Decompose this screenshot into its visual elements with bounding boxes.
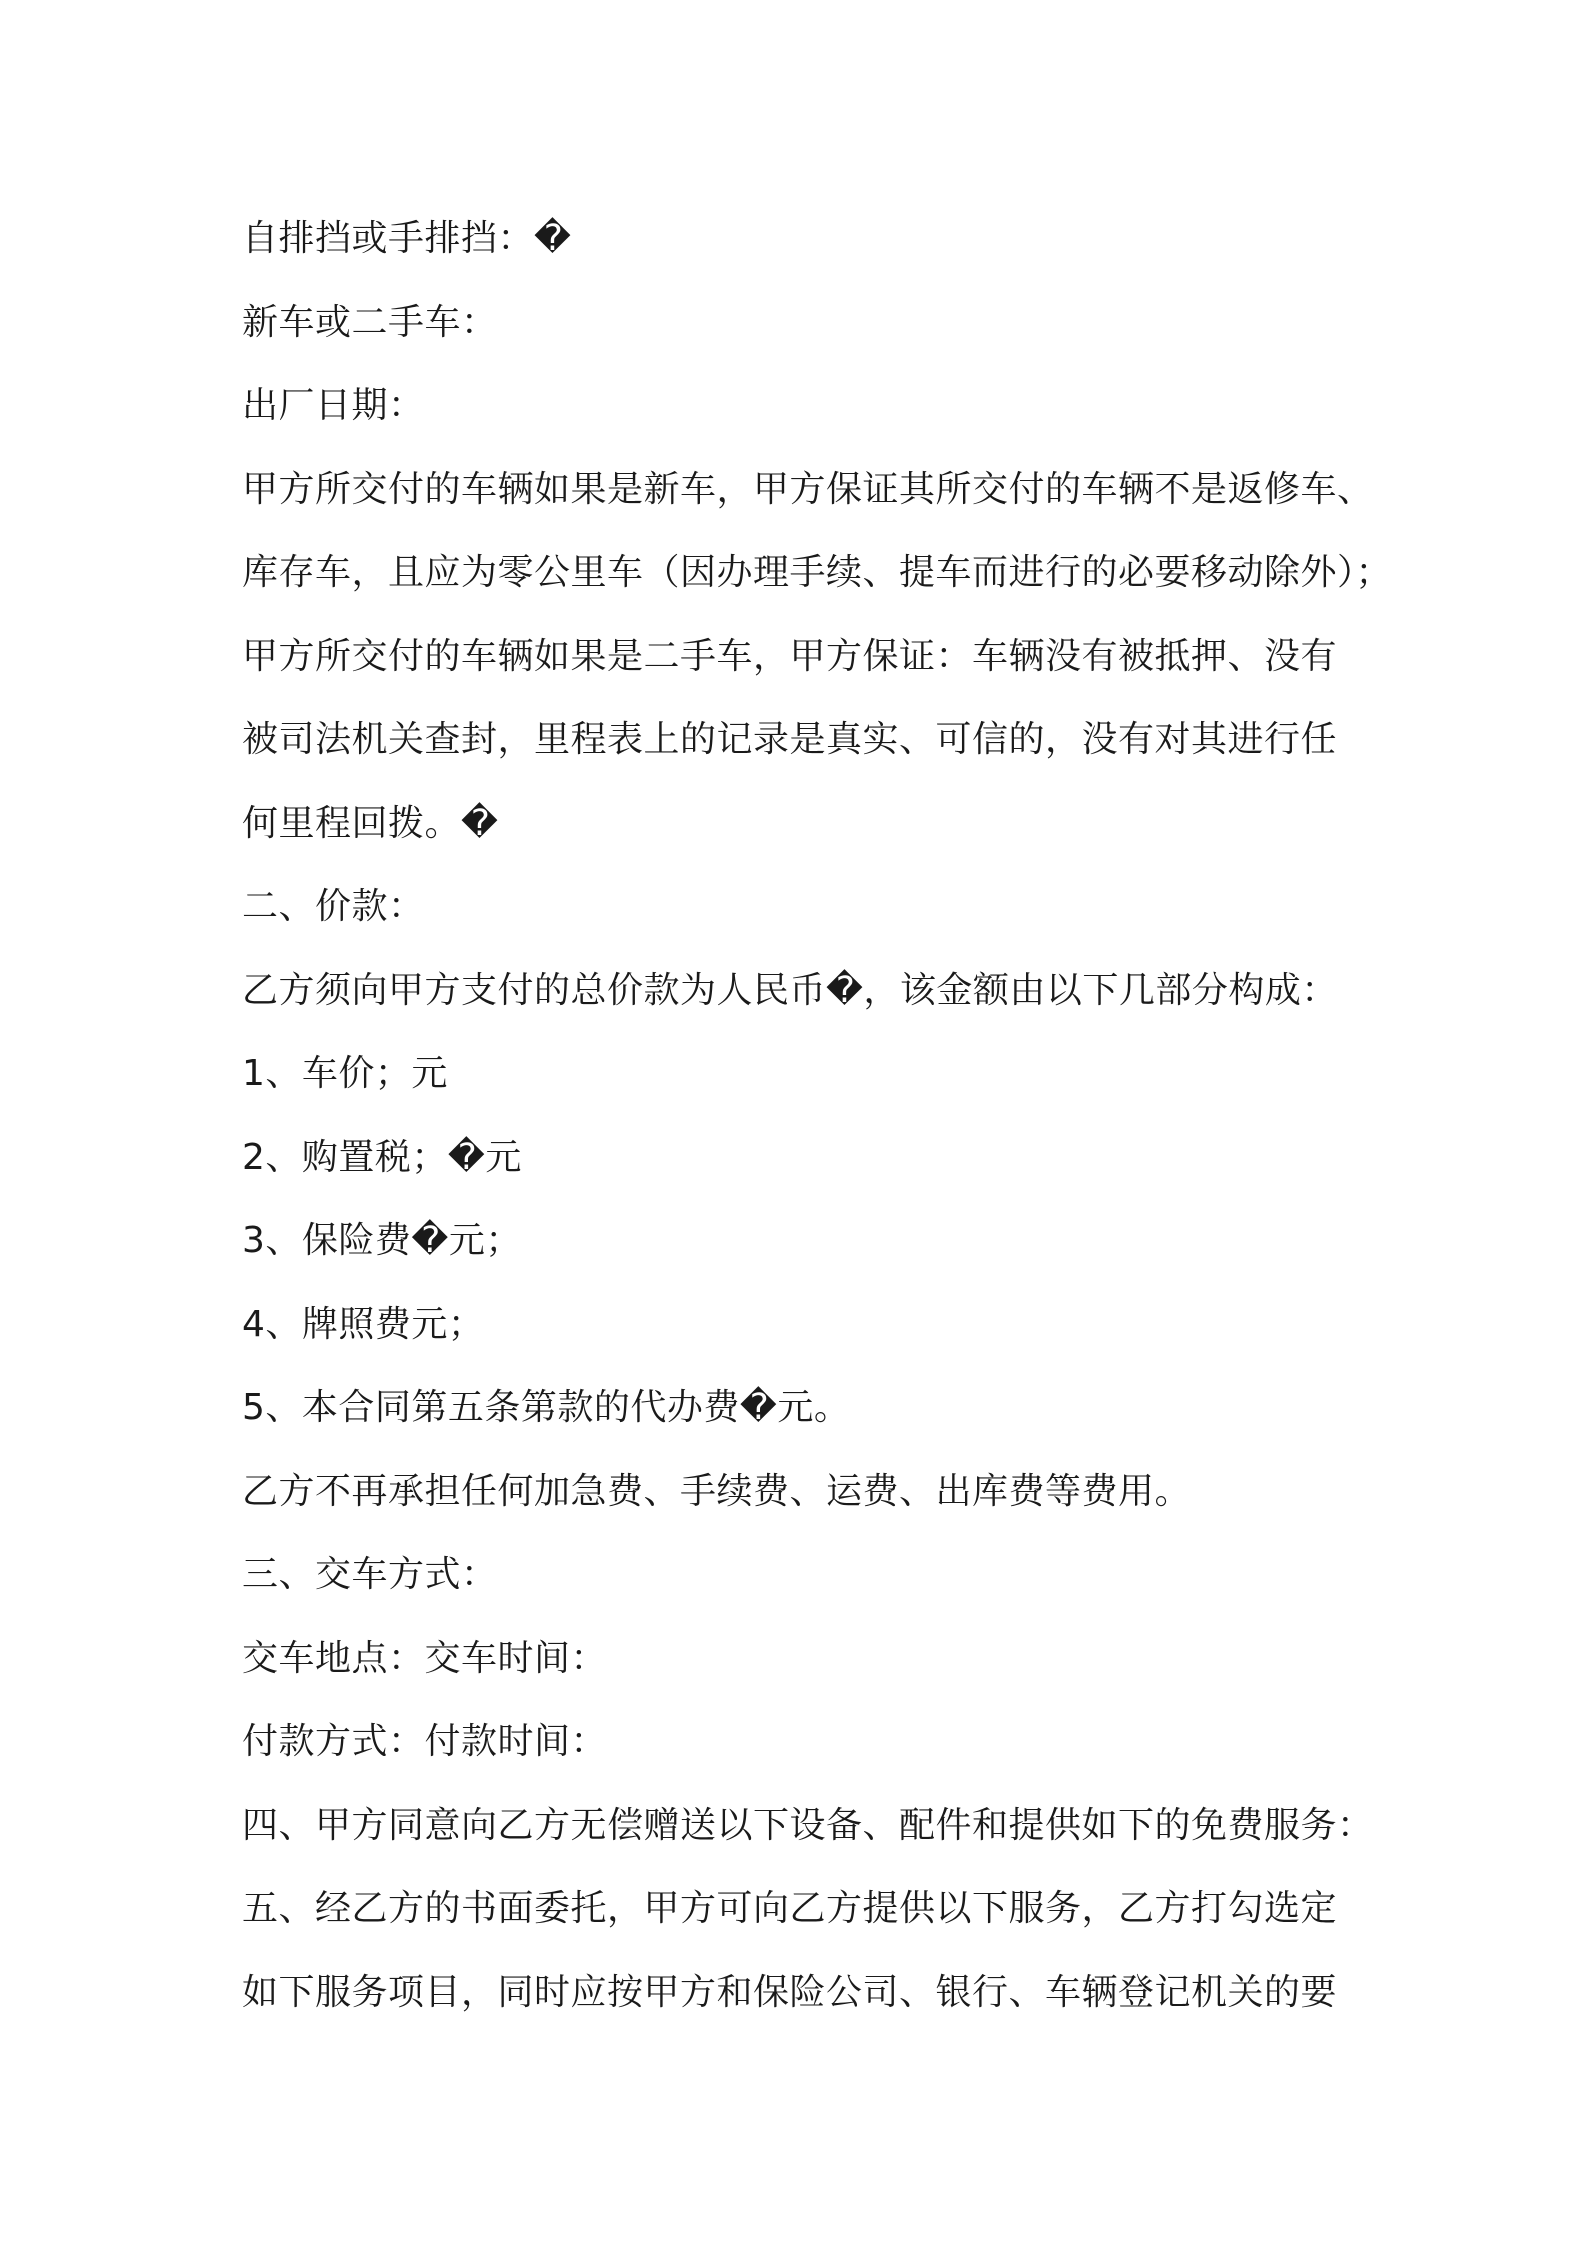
text-line-used-car-guarantee-2: 被司法机关查封，里程表上的记录是真实、可信的，没有对其进行任 bbox=[242, 719, 1338, 760]
list-item-license-fee: 4、牌照费元； bbox=[242, 1303, 485, 1345]
document-body bbox=[242, 197, 1392, 2034]
section-heading-delivery: 三、交车方式： bbox=[242, 1554, 498, 1595]
text-line-transmission: 自排挡或手排挡：� bbox=[242, 218, 572, 259]
text-line-no-extra-fees: 乙方不再承担任何加急费、手续费、运费、出库费等费用。 bbox=[242, 1470, 1192, 1512]
text-line-manufacture-date: 出厂日期： bbox=[242, 385, 425, 426]
section-heading-price: 二、价款： bbox=[242, 886, 425, 927]
text-line-used-car-guarantee-3: 何里程回拨。� bbox=[242, 802, 499, 844]
text-line-new-car-guarantee-2: 库存车，且应为零公里车（因办理手续、提车而进行的必要移动除外）； bbox=[242, 552, 1393, 593]
list-item-purchase-tax: 2、购置税；�元 bbox=[242, 1136, 522, 1178]
section-heading-free-services: 四、甲方同意向乙方无偿赠送以下设备、配件和提供如下的免费服务： bbox=[242, 1804, 1374, 1846]
text-line-used-car-guarantee-1: 甲方所交付的车辆如果是二手车，甲方保证：车辆没有被抵押、没有 bbox=[242, 635, 1338, 677]
section-heading-entrusted-services-1: 五、经乙方的书面委托，甲方可向乙方提供以下服务，乙方打勾选定 bbox=[242, 1888, 1338, 1929]
list-item-agency-fee: 5、本合同第五条第款的代办费�元。 bbox=[242, 1387, 851, 1428]
text-line-total-price: 乙方须向甲方支付的总价款为人民币�，该金额由以下几部分构成： bbox=[242, 969, 1338, 1011]
text-line-payment-method-time: 付款方式：付款时间： bbox=[242, 1721, 608, 1762]
list-item-car-price: 1、车价；元 bbox=[242, 1053, 448, 1094]
text-line-new-car-guarantee-1: 甲方所交付的车辆如果是新车，甲方保证其所交付的车辆不是返修车、 bbox=[242, 468, 1374, 510]
text-line-new-or-used: 新车或二手车： bbox=[242, 301, 498, 343]
list-item-insurance: 3、保险费�元； bbox=[242, 1220, 522, 1261]
text-line-delivery-place-time: 交车地点：交车时间： bbox=[242, 1637, 608, 1679]
text-line-entrusted-services-2: 如下服务项目，同时应按甲方和保险公司、银行、车辆登记机关的要 bbox=[242, 1971, 1338, 2013]
